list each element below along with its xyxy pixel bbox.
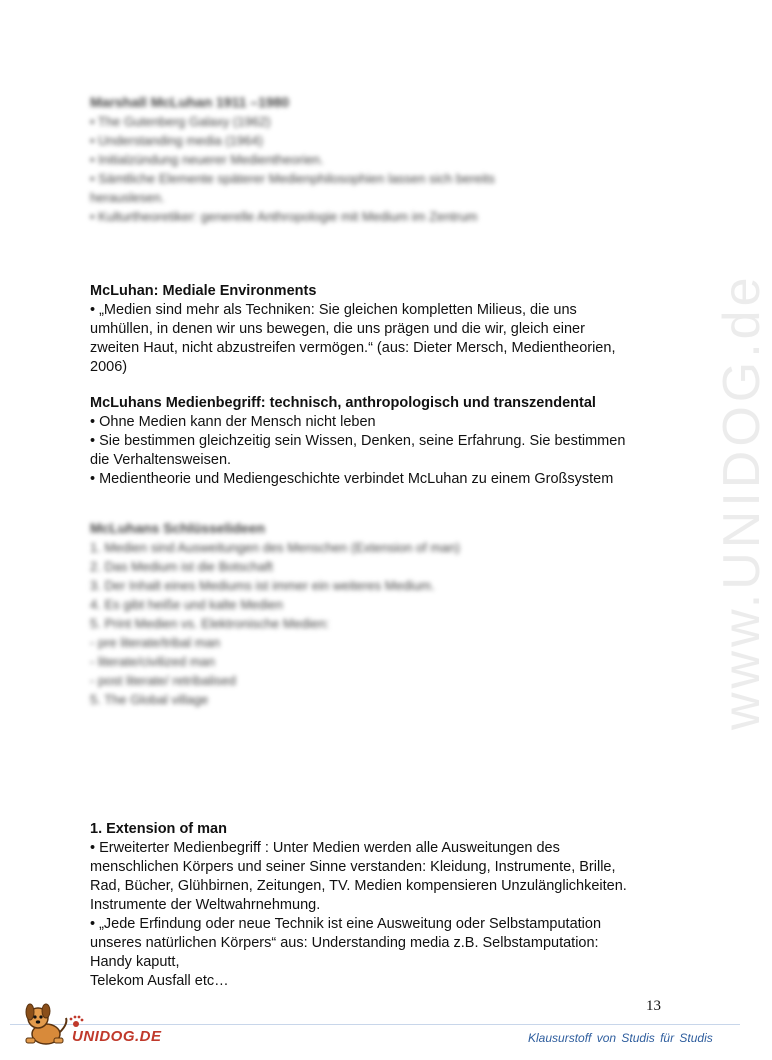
blurred-section-mcluhan-bio <box>90 92 660 226</box>
text-line: • Ohne Medien kann der Mensch nicht leben <box>90 414 376 430</box>
list-item: • Sämtliche Elemente späterer Medienphilosophien lassen sich bereits <box>90 171 495 186</box>
section-title: 1. Extension of man <box>90 821 227 837</box>
text-line: • Erweiterter Medienbegriff : Unter Medien werden alle Ausweitungen des <box>90 840 560 856</box>
section-medienbegriff <box>90 394 660 489</box>
text-line: die Verhaltensweisen. <box>90 452 232 468</box>
section-mediale-environments <box>90 282 660 377</box>
blurred-section-schluesselideen <box>90 518 660 709</box>
list-item: - pre literate/tribal man <box>90 635 221 650</box>
watermark: www.UNIDOG.de <box>713 273 771 730</box>
text-line: Handy kaputt, <box>90 954 180 970</box>
list-item: 4. Es gibt heiße und kalte Medien <box>90 597 283 612</box>
text-line: Instrumente der Weltwahrnehmung. <box>90 897 321 913</box>
list-item: herauslesen. <box>90 190 165 205</box>
list-item: 3. Der Inhalt eines Mediums ist immer ein weiteres Medium. <box>90 578 435 593</box>
text-line: • Medientheorie und Mediengeschichte verbindet McLuhan zu einem Großsystem <box>90 471 614 487</box>
paw-print-icon <box>70 1016 84 1027</box>
text-line: 2006) <box>90 359 128 375</box>
dog-mascot-icon <box>26 1004 66 1044</box>
text-line: unseres natürlichen Körpers“ aus: Understanding media z.B. Selbstamputation: <box>90 935 599 951</box>
list-item: 5. Print Medien vs. Elektronische Medien: <box>90 616 330 631</box>
text-line: • Sie bestimmen gleichzeitig sein Wissen, Denken, seine Erfahrung. Sie bestimmen <box>90 433 626 449</box>
section-title: McLuhan: Mediale Environments <box>90 283 317 299</box>
text-line: • „Medien sind mehr als Techniken: Sie gleichen kompletten Milieus, die uns <box>90 302 577 318</box>
section-title: Marshall McLuhan 1911 –1980 <box>90 94 290 110</box>
list-item: • Kulturtheoretiker: generelle Anthropologie mit Medium im Zentrum <box>90 209 478 224</box>
list-item: • The Gutenberg Galaxy (1962) <box>90 114 271 129</box>
text-line: zweiten Haut, nicht abzustreifen vermögen.“ (aus: Dieter Mersch, Medientheorien, <box>90 340 616 356</box>
text-line: Telekom Ausfall etc… <box>90 973 229 989</box>
logo-text[interactable]: UNIDOG.DE <box>72 1028 162 1045</box>
text-line: menschlichen Körpers und seiner Sinne verstanden: Kleidung, Instrumente, Brille, <box>90 859 616 875</box>
text-line: umhüllen, in denen wir uns bewegen, die uns prägen und die wir, gleich einer <box>90 321 585 337</box>
section-title: McLuhans Schlüsselideen <box>90 520 266 536</box>
list-item: • Understanding media (1964) <box>90 133 263 148</box>
section-title: McLuhans Medienbegriff: technisch, anthropologisch und transzendental <box>90 395 596 411</box>
section-extension-of-man <box>90 820 660 991</box>
list-item: • Initialzündung neuerer Medientheorien. <box>90 152 324 167</box>
list-item: 5. The Global village <box>90 692 209 707</box>
text-line: Rad, Bücher, Glühbirnen, Zeitungen, TV. Medien kompensieren Unzulänglichkeiten. <box>90 878 627 894</box>
list-item: - literate/civilized man <box>90 654 215 669</box>
list-item: 1. Medien sind Ausweitungen des Menschen (Extension of man) <box>90 540 460 555</box>
text-line: • „Jede Erfindung oder neue Technik ist eine Ausweitung oder Selbstamputation <box>90 916 602 932</box>
page-number: 13 <box>646 998 661 1014</box>
list-item: 2. Das Medium ist die Botschaft <box>90 559 273 574</box>
list-item: - post literate/ retribalised <box>90 673 236 688</box>
footer-tagline: Klausurstoff von Studis für Studis <box>528 1031 713 1045</box>
